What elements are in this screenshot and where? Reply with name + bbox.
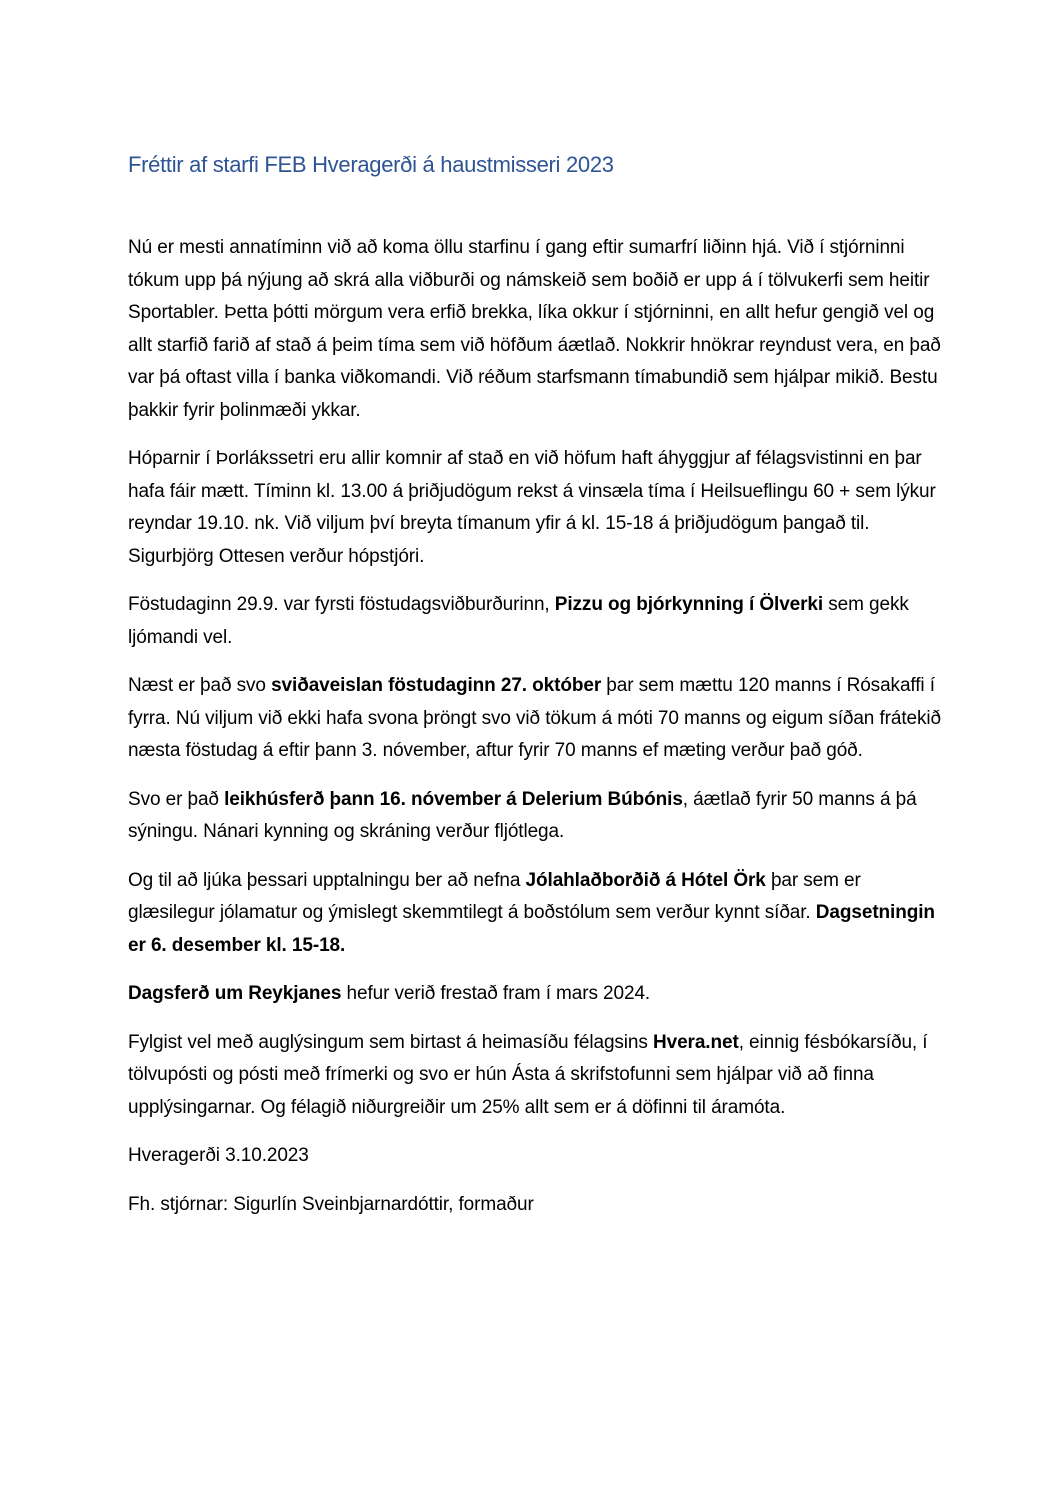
paragraph-pizza-event: [128, 589, 948, 654]
bold-text: Hvera.net: [652, 1031, 739, 1053]
paragraph-intro: Nú er mesti annatíminn við að koma öllu starfinu í gang eftir sumarfrí liðinn hjá. Við í stjórninni tókum upp þá nýjung að skrá alla viðburði og námskeið sem boðið er upp á í tölvukerfi sem heitir Sportabler. Þetta þótti mörgum vera erfið brekka, líka okkur í stjórninni, en allt hefur gengið vel og allt starfið farið af stað á þeim tíma sem við höfðum áætlað. Nokkrir hnökrar reyndust vera, en það var þá oftast villa í banka viðkomandi. Við réðum starfsmann tímabundið sem hjálpar mikið. Bestu þakkir fyrir þolinmæði ykkar.: [128, 237, 941, 421]
text-segment: , áætlað fyrir 50 manns á þá sýningu. Nánari kynning og skráning verður fljótlega.: [128, 788, 917, 842]
text-segment: þar sem er glæsilegur jólamatur og ýmislegt skemmtilegt á boðstólum sem verður kynnt síðar.: [128, 869, 861, 923]
text-segment: , einnig fésbókarsíðu, í tölvupósti og pósti með frímerki og svo er hún Ásta á skrifstofunni sem hjálpar við að finna upplýsingarnar. Og félagið niðurgreiðir um 25% allt sem er á döfinni til áramóta.: [128, 1031, 928, 1118]
text-segment: Fylgist vel með auglýsingum sem birtast á heimasíðu félagsins: [128, 1031, 653, 1053]
place-and-date: Hveragerði 3.10.2023: [128, 1145, 309, 1166]
bold-text: Dagsferð um Reykjanes: [128, 983, 342, 1004]
text-segment: Næst er það svo: [128, 675, 272, 696]
bold-text: Jólahlaðborðið á Hótel Örk: [525, 869, 766, 891]
paragraph-thorlakssetur: Hóparnir í Þorlákssetri eru allir komnir af stað en við höfum haft áhyggjur af félagsvistinni en þar hafa fáir mætt. Tíminn kl. 13.00 á þriðjudögum rekst á vinsæla tíma í Heilsueflingu 60 + sem lýkur reyndar 19.10. nk. Við viljum því breyta tímanum yfir á kl. 15-18 á þriðjudögum þangað til. Sigurbjörg Ottesen verður hópstjóri.: [128, 448, 936, 567]
bold-text: Dagsetningin er 6. desember kl. 15-18.: [128, 902, 935, 956]
document-body: [128, 150, 948, 1237]
document-title: Fréttir af starfi FEB Hveragerði á haustmisseri 2023: [128, 152, 614, 177]
paragraph-reykjanes-trip: [128, 978, 948, 1011]
paragraph-christmas-buffet: [128, 865, 948, 963]
text-segment: Og til að ljúka þessari upptalningu ber að nefna: [128, 869, 526, 891]
paragraph-svidaveisla: [128, 670, 948, 768]
bold-text: sviðaveislan föstudaginn 27. október: [271, 675, 602, 696]
text-segment: hefur verið frestað fram í mars 2024.: [341, 983, 651, 1004]
bold-text: leikhúsferð þann 16. nóvember á Delerium Búbónis: [224, 788, 683, 810]
text-segment: Svo er það: [128, 788, 225, 810]
text-segment: sem gekk ljómandi vel.: [128, 594, 909, 648]
bold-text: Pizzu og bjórkynning í Ölverki: [554, 594, 824, 615]
signature-line: Fh. stjórnar: Sigurlín Sveinbjarnardóttir, formaður: [128, 1193, 534, 1215]
paragraph-follow-us: [128, 1027, 948, 1125]
text-segment: þar sem mættu 120 manns í Rósakaffi í fyrra. Nú viljum við ekki hafa svona þröngt svo við tökum á móti 70 manns og eigum síðan frátekið næsta föstudag á eftir þann 3. nóvember, aftur fyrir 70 manns ef mæting verður það góð.: [128, 675, 941, 761]
text-segment: Föstudaginn 29.9. var fyrsti föstudagsviðburðurinn,: [128, 594, 555, 615]
paragraph-theatre-trip: [128, 784, 948, 849]
